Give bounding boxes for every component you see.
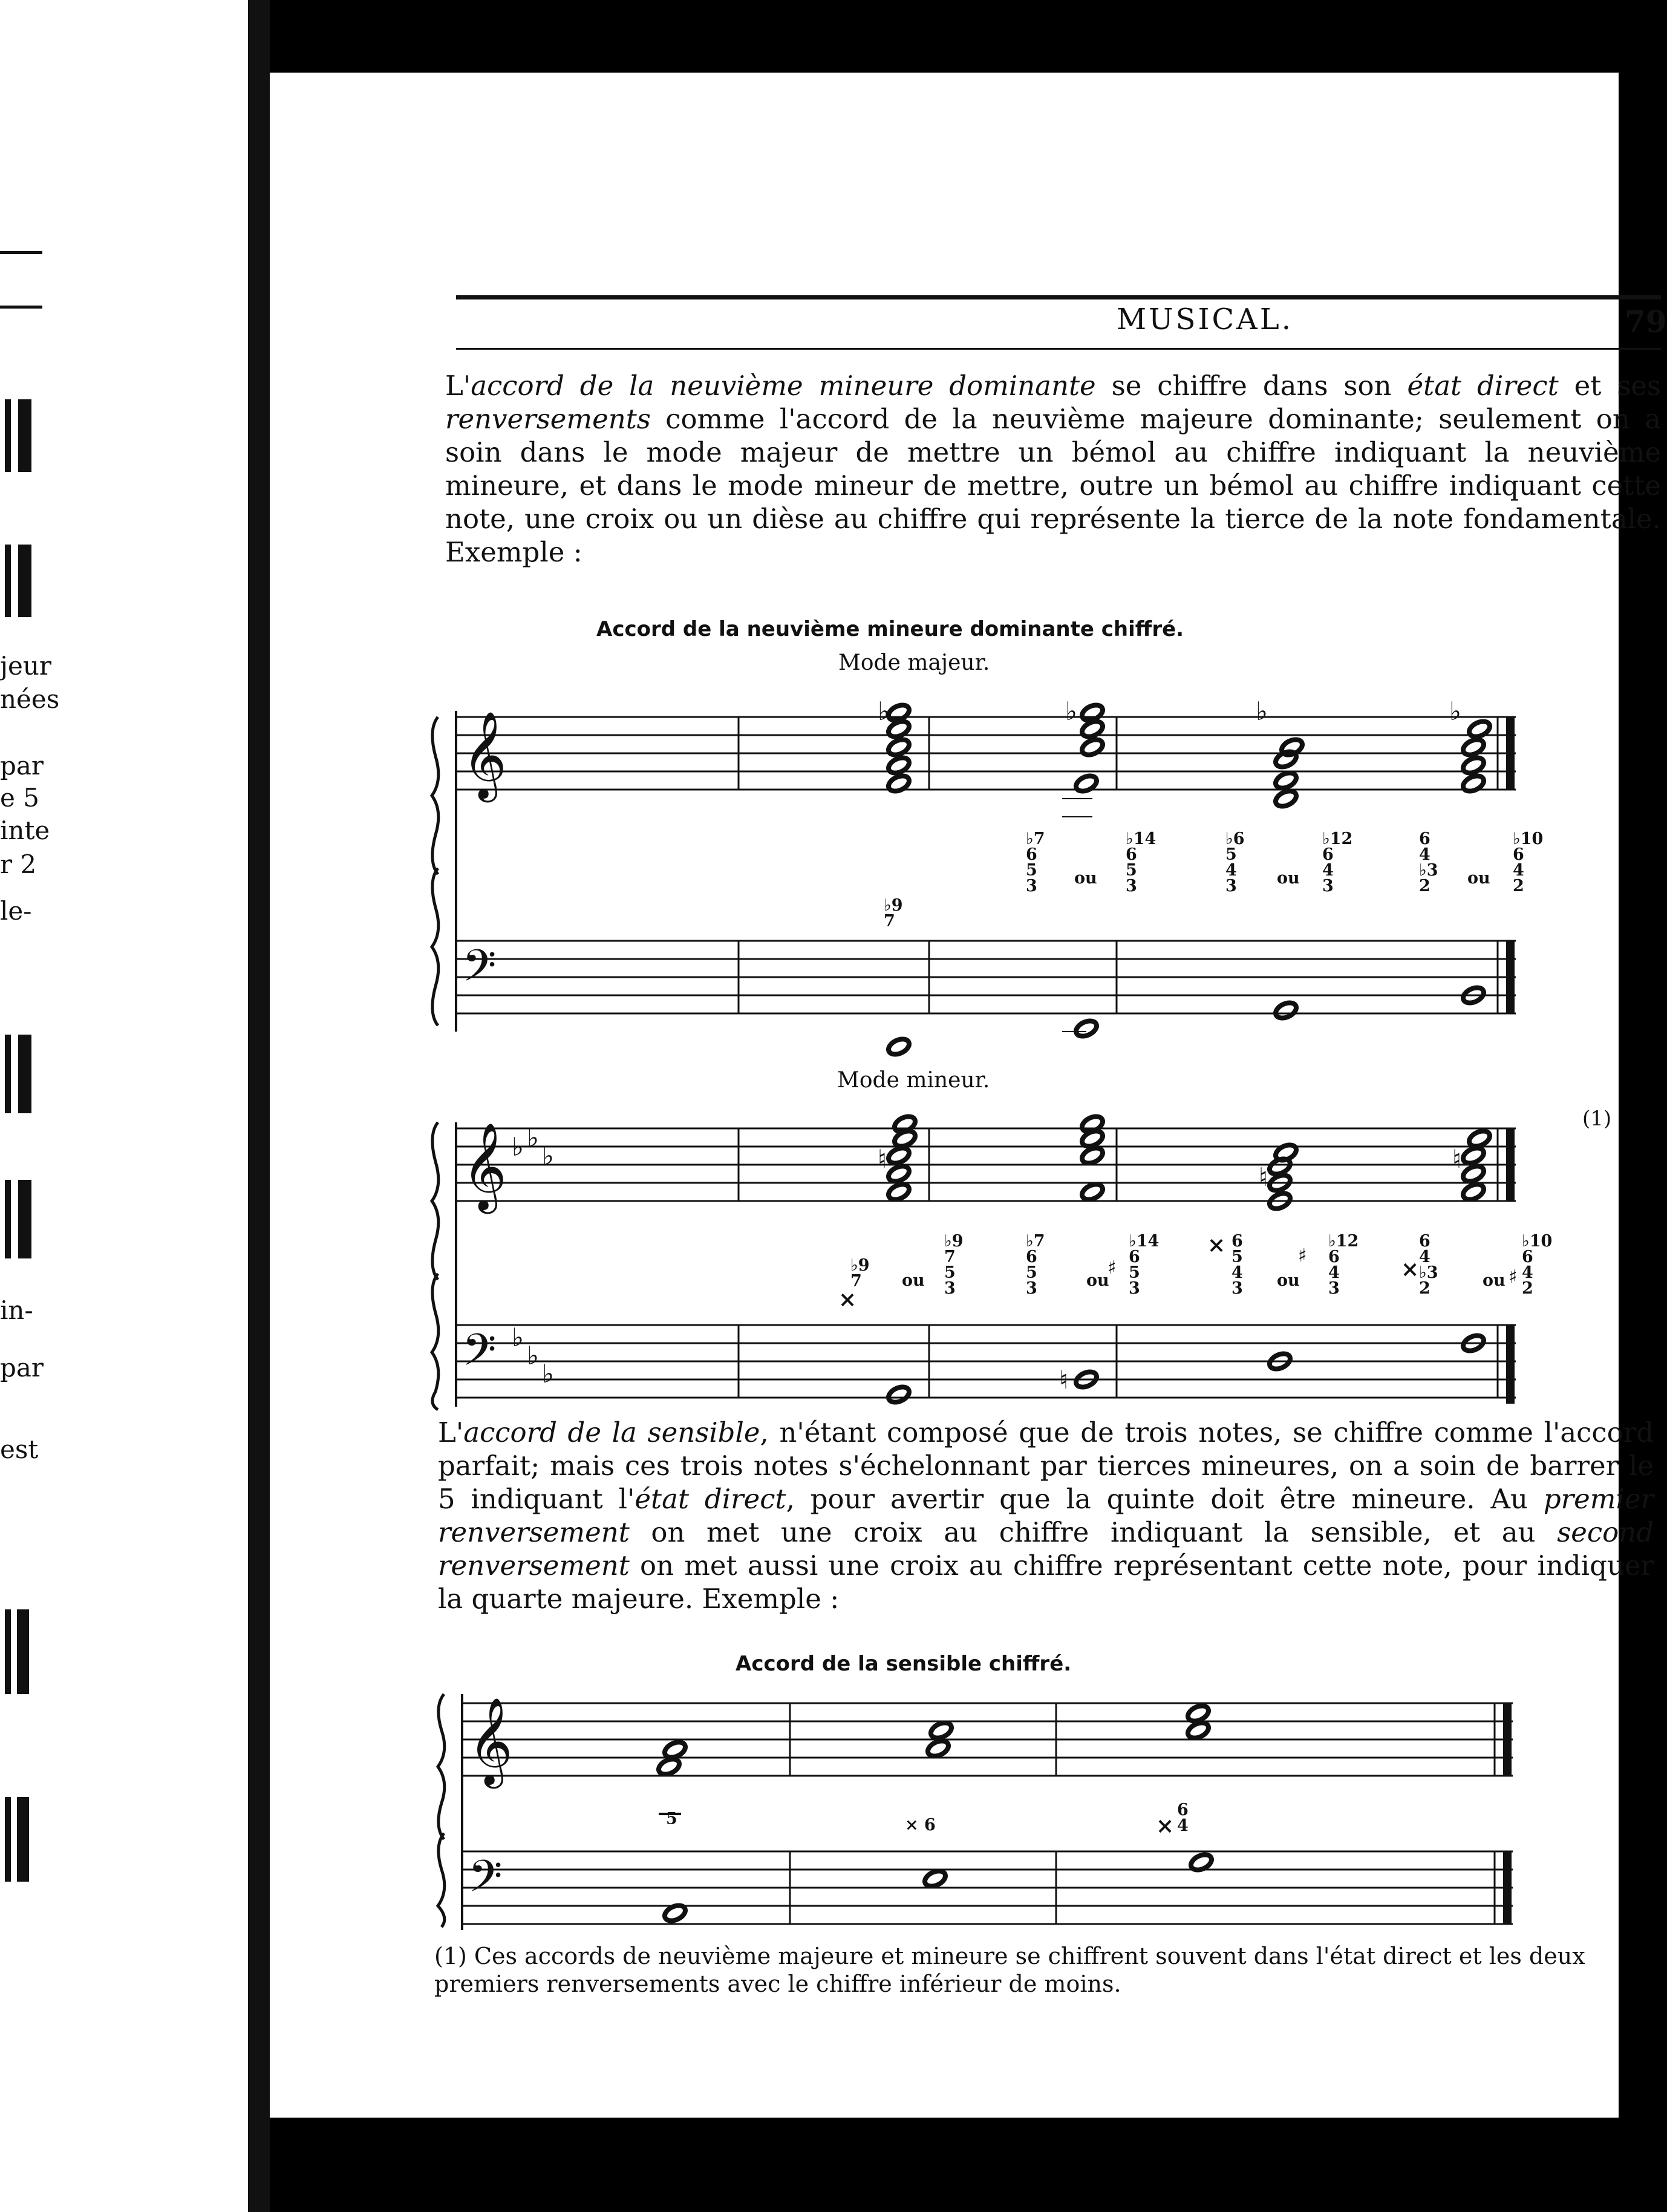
figure-label: 5	[666, 1810, 677, 1828]
left-text-fragment: par	[0, 751, 44, 780]
svg-text:𝄞: 𝄞	[462, 1122, 507, 1210]
or-word: ou	[1467, 869, 1490, 888]
left-barline	[0, 1797, 36, 1882]
left-text-fragment: in-	[0, 1295, 33, 1325]
figure-label: ♭9 7 5 3	[944, 1232, 964, 1298]
figure-label: 6 5 4 3	[1231, 1232, 1243, 1298]
svg-text:♮: ♮	[878, 1144, 887, 1174]
mode-major-label: Mode majeur.	[838, 650, 990, 675]
svg-text:𝄢: 𝄢	[462, 940, 497, 1002]
figure-label: ♭12 6 4 3	[1328, 1232, 1359, 1298]
left-barline	[0, 545, 36, 617]
music-example-minor	[427, 1095, 1655, 1410]
figure-label: × 6	[905, 1816, 936, 1834]
svg-text:♭: ♭	[527, 1123, 539, 1153]
left-text-fragment: inte	[0, 816, 50, 845]
paragraph-ninth-chord: L'accord de la neuvième mineure dominante se chiffre dans son état direct et ses renversements comme l'accord de la neuvième majeure dominante; seulement on a soin dans le mode majeur de mettre un bémol au chiffre indiquant la neuvième mineure, et dans le mode mineur de mettre, outre un bémol au chiffre indiquant cette note, une croix ou un dièse au chiffre qui représente la tierce de la note fondamentale. Exemple :	[445, 370, 1662, 568]
left-text-fragment: e 5	[0, 783, 39, 813]
footnote: (1) Ces accords de neuvième majeure et mineure se chiffrent souvent dans l'état direct et les deux premiers renversements avec le chiffre inférieur de moins.	[434, 1943, 1585, 1997]
svg-text:♭: ♭	[1449, 696, 1461, 726]
music-example-leading-tone	[433, 1670, 1661, 1930]
svg-text:𝄢: 𝄢	[468, 1850, 503, 1913]
paragraph-leading-tone-chord: L'accord de la sensible, n'étant composé que de trois notes, se chiffre comme l'accord parfait; mais ces trois notes s'échelonnant par tierces mineures, on a soin de barrer le 5 indiquant l'état direct, pour avertir que la quinte doit être mineure. Au premier renversement on met une croix au chiffre indiquant la sensible, et au second renversement on met aussi une croix au chiffre représentant cette note, pour indiquer la quarte majeure. Exemple :	[438, 1416, 1654, 1615]
left-barline	[0, 1035, 36, 1113]
cross-sign: ×	[1207, 1232, 1226, 1258]
svg-text:♮: ♮	[1259, 1162, 1268, 1192]
svg-text:♭: ♭	[878, 696, 890, 726]
figure-label: ♭14 6 5 3	[1126, 830, 1156, 895]
cross-sign: ×	[1401, 1257, 1420, 1282]
svg-text:♭: ♭	[542, 1359, 554, 1389]
left-text-fragment: par	[0, 1353, 44, 1382]
mode-minor-label: Mode mineur.	[837, 1068, 990, 1093]
svg-text:♭: ♭	[1065, 696, 1077, 726]
svg-text:♭: ♭	[1256, 696, 1268, 726]
book-spine	[248, 0, 270, 2212]
example-caption: Accord de la neuvième mineure dominante chiffré.	[596, 617, 1184, 641]
figure-label: ♭10 6 4 2	[1522, 1232, 1553, 1298]
or-word: ou	[902, 1271, 925, 1290]
or-word: ou	[1277, 1271, 1300, 1290]
sharp-sign: ♯	[1509, 1266, 1518, 1288]
music-example-major	[427, 684, 1655, 1059]
sharp-sign: ♯	[1298, 1245, 1307, 1266]
svg-text:♭: ♭	[512, 1132, 524, 1162]
figure-label: ♭7 6 5 3	[1026, 1232, 1045, 1298]
or-word: ou	[1483, 1271, 1506, 1290]
left-text-fragment: jeur	[0, 651, 52, 681]
left-barline	[0, 1180, 36, 1258]
figure-label: ♭9 7	[884, 896, 903, 931]
figure-label: ♭7 6 5 3	[1026, 830, 1045, 895]
left-barline	[0, 1609, 36, 1694]
figure-label: ♭14 6 5 3	[1129, 1232, 1160, 1298]
left-text-fragment: le-	[0, 896, 32, 926]
svg-text:♭: ♭	[512, 1323, 524, 1352]
page-number: 79	[1625, 304, 1667, 339]
svg-text:♭: ♭	[527, 1341, 539, 1370]
figure-label: ♭9 7	[850, 1256, 870, 1291]
svg-text:𝄢: 𝄢	[462, 1324, 497, 1386]
figure-label: 6 4 ♭3 2	[1419, 1232, 1438, 1298]
or-word: ou	[1086, 1271, 1109, 1290]
left-text-fragment: r 2	[0, 849, 37, 879]
sharp-sign: ♯	[1108, 1257, 1117, 1278]
figure-label: 6 4	[1177, 1801, 1189, 1835]
running-head: MUSICAL.	[1117, 303, 1293, 336]
left-rule	[0, 306, 42, 309]
figure-label: ♭12 6 4 3	[1322, 830, 1353, 895]
left-text-fragment: nées	[0, 684, 60, 714]
svg-text:♮: ♮	[1452, 1144, 1462, 1174]
left-text-fragment: est	[0, 1435, 39, 1464]
cross-sign: ×	[1156, 1813, 1175, 1839]
figure-label: 6 4 ♭3 2	[1419, 830, 1438, 895]
book-page	[270, 73, 1667, 2118]
figure-label: ♭10 6 4 2	[1513, 830, 1544, 895]
facing-page-fragment	[0, 0, 248, 2212]
svg-text:𝄞: 𝄞	[468, 1697, 513, 1785]
figure-label: ♭6 5 4 3	[1225, 830, 1245, 895]
left-barline	[0, 399, 36, 472]
header-rule	[456, 348, 1661, 350]
left-rule	[0, 251, 42, 254]
or-word: ou	[1277, 869, 1300, 888]
svg-text:♮: ♮	[1059, 1365, 1069, 1395]
footnote-reference: (1)	[1582, 1107, 1612, 1131]
cross-sign: ×	[838, 1287, 857, 1312]
svg-text:♭: ♭	[542, 1141, 554, 1171]
example-caption: Accord de la sensible chiffré.	[736, 1652, 1072, 1676]
header-rule	[456, 295, 1661, 299]
or-word: ou	[1074, 869, 1097, 888]
svg-text:𝄞: 𝄞	[462, 711, 507, 799]
